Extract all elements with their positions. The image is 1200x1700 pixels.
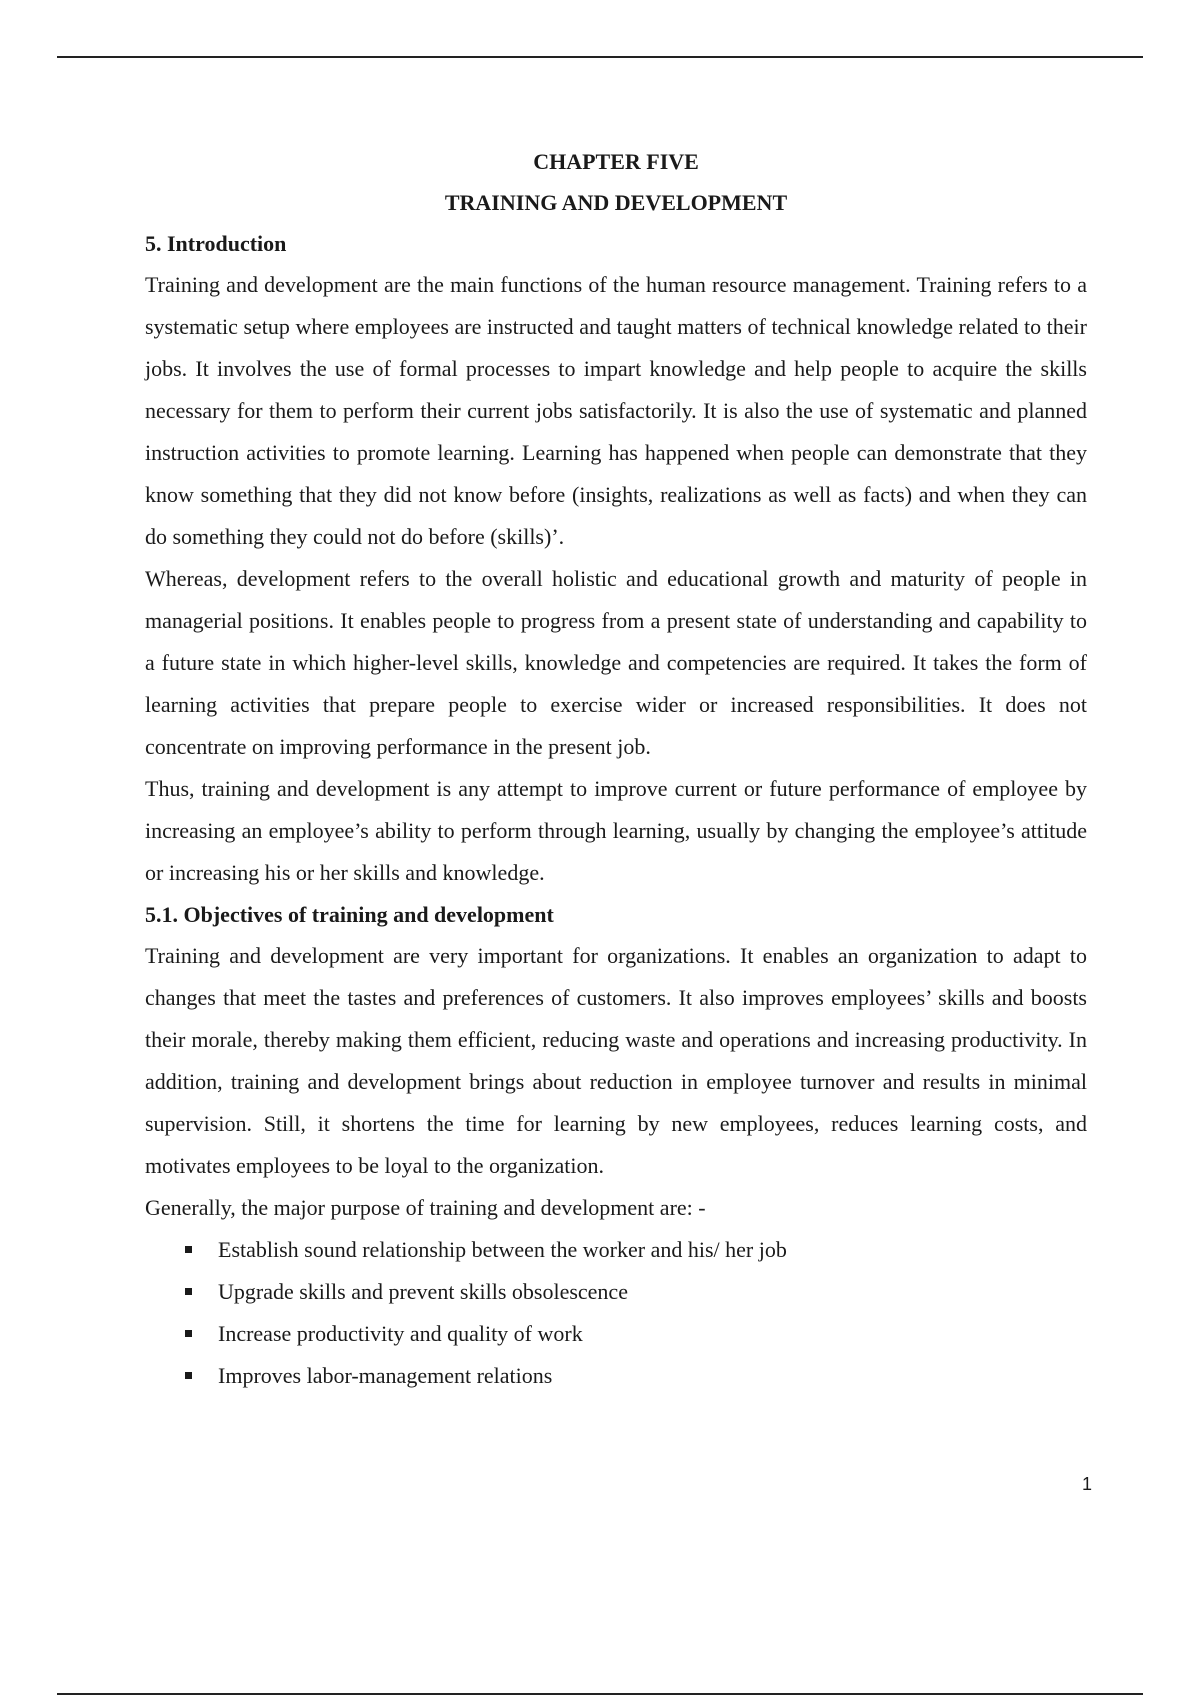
- list-item: [185, 1355, 1087, 1397]
- introduction-paragraph-1: Training and development are the main functions of the human resource management. Training refers to a systematic setup where employees are instructed and taught matters of technical knowledge related to their jobs. It involves the use of formal processes to impart knowledge and help people to acquire the skills necessary for them to perform their current jobs satisfactorily. It is also the use of systematic and planned instruction activities to promote learning. Learning has happened when people can demonstrate that they know something that they did not know before (insights, realizations as well as facts) and when they can do something they could not do before (skills)’.: [145, 272, 1087, 549]
- list-item: [185, 1229, 1087, 1271]
- objectives-heading: 5.1. Objectives of training and development: [145, 902, 554, 927]
- list-item: [185, 1271, 1087, 1313]
- purpose-list: [145, 1229, 1087, 1397]
- square-bullet-icon: [185, 1246, 192, 1253]
- list-item-text: Upgrade skills and prevent skills obsolescence: [218, 1279, 628, 1304]
- top-rule: [57, 56, 1143, 58]
- bottom-rule: [57, 1693, 1143, 1695]
- list-item-text: Establish sound relationship between the worker and his/ her job: [218, 1237, 787, 1262]
- chapter-title: TRAINING AND DEVELOPMENT: [444, 190, 788, 215]
- square-bullet-icon: [185, 1288, 192, 1295]
- chapter-number-title: CHAPTER FIVE: [533, 149, 699, 174]
- introduction-heading: 5. Introduction: [145, 231, 287, 256]
- page-number: 1: [1081, 1474, 1092, 1494]
- objectives-paragraph-1: Training and development are very important for organizations. It enables an organization to adapt to changes that meet the tastes and preferences of customers. It also improves employees’ skills and boosts their morale, thereby making them efficient, reducing waste and operations and increasing productivity. In addition, training and development brings about reduction in employee turnover and results in minimal supervision. Still, it shortens the time for learning by new employees, reduces learning costs, and motivates employees to be loyal to the organization.: [145, 943, 1087, 1178]
- page-content: [145, 141, 1087, 1397]
- square-bullet-icon: [185, 1330, 192, 1337]
- objectives-paragraph-2: Generally, the major purpose of training and development are: -: [145, 1195, 706, 1220]
- square-bullet-icon: [185, 1372, 192, 1379]
- list-item-text: Improves labor-management relations: [218, 1363, 553, 1388]
- introduction-paragraph-2: Whereas, development refers to the overall holistic and educational growth and maturity of people in managerial positions. It enables people to progress from a present state of understanding and capability to a future state in which higher-level skills, knowledge and competencies are required. It takes the form of learning activities that prepare people to exercise wider or increased responsibilities. It does not concentrate on improving performance in the present job.: [145, 566, 1087, 759]
- introduction-paragraph-3: Thus, training and development is any attempt to improve current or future performance of employee by increasing an employee’s ability to perform through learning, usually by changing the employee’s attitude or increasing his or her skills and knowledge.: [145, 776, 1087, 885]
- list-item: [185, 1313, 1087, 1355]
- list-item-text: Increase productivity and quality of work: [218, 1321, 583, 1346]
